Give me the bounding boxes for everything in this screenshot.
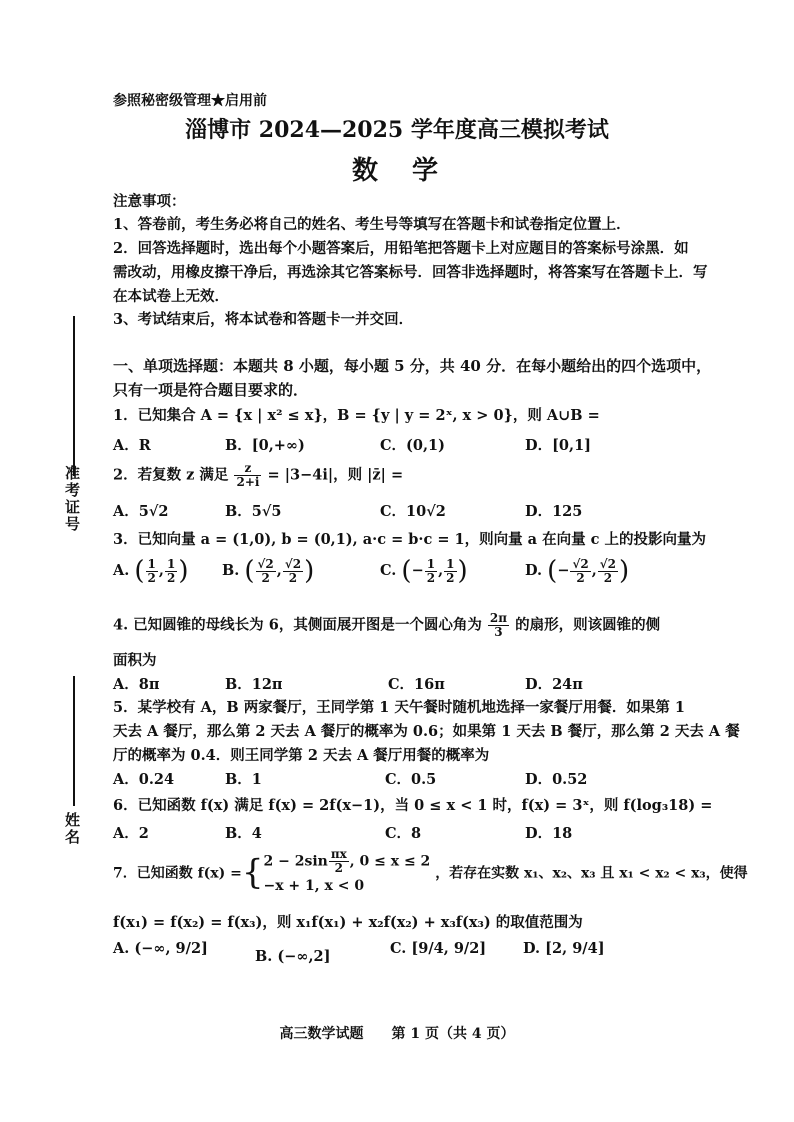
question-5-line3: 厅的概率为 0.4．则王同学第 2 天去 A 餐厅用餐的概率为	[113, 747, 490, 764]
q5-option-d: D．0.52	[525, 771, 588, 788]
q7-option-a-value: (−∞, 9/2]	[134, 940, 208, 957]
q1-option-b: B．[0,+∞)	[225, 437, 305, 454]
page-footer: 高三数学试题 第 1 页（共 4 页）	[279, 1026, 515, 1042]
q7-option-c	[390, 940, 486, 957]
q5-option-c: C．0.5	[385, 771, 437, 788]
q7-option-d-value: [2, 9/4]	[545, 940, 605, 957]
question-1: 1．已知集合 A = {x | x² ≤ x}，B = {y | y = 2ˣ, x > 0}，则 A∪B =	[113, 407, 600, 424]
q1-option-d: D．[0,1]	[525, 437, 592, 454]
note-item: 2．回答选择题时，选出每个小题答案后，用铅笔把答题卡上对应题目的答案标号涂黑．如	[113, 240, 689, 257]
section-heading: 一、单项选择题：本题共 8 小题，每小题 5 分，共 40 分．在每小题给出的四个选项中，	[113, 357, 712, 375]
note-item: 3、考试结束后，将本试卷和答题卡一并交回．	[113, 311, 414, 328]
question-3: 3．已知向量 a = (1,0), b = (0,1), a·c = b·c = 1，则向量 a 在向量 c 上的投影向量为	[113, 531, 707, 548]
q7-option-c-value: [9/4, 9/2]	[411, 940, 487, 957]
q2-frac-den: 2+i	[236, 475, 260, 489]
q2-fraction	[234, 462, 261, 489]
option-letter: C.	[390, 940, 407, 957]
q6-option-b: B．4	[225, 825, 262, 842]
q7-text-pre: 7．已知函数 f(x) =	[113, 865, 242, 882]
note-item: 1、答卷前，考生务必将自己的姓名、考生号等填写在答题卡和试卷指定位置上．	[113, 216, 631, 233]
q7-option-b	[255, 948, 330, 965]
q3-option-b: B. ( $\frac{√2}{2}$ , $\frac{√2}{2}$ )	[222, 556, 315, 586]
option-letter: A.	[113, 940, 130, 957]
binding-line	[73, 676, 75, 806]
exam-number-label: 准考证号	[63, 465, 81, 533]
q4-option-d: D．24π	[525, 676, 583, 693]
subject-title: 数 学	[351, 156, 442, 186]
q5-option-b: B．1	[225, 771, 262, 788]
question-4	[113, 612, 660, 639]
binding-line	[73, 316, 75, 476]
option-letter: B.	[255, 948, 273, 965]
option-letter: D.	[523, 940, 541, 957]
question-5: 5．某学校有 A，B 两家餐厅，王同学第 1 天午餐时随机地选择一家餐厅用餐．如果第 1	[113, 699, 686, 716]
option-letter: C.	[380, 562, 397, 579]
question-2	[113, 462, 403, 489]
q7-piecewise: 2 − 2sin $\frac{\pi x}{2}$ , 0 ≤ x ≤ 2 −x + 1, x < 0	[263, 847, 431, 894]
question-7: 7．已知函数 f(x) ={ 2 − 2sin $\frac{\pi x}{2}$ , 0 ≤ x ≤ 2 −x + 1, x < 0 ，若存在实数 x₁、x₂、x₃ 且 x₁ < x₂ < x₃，使得	[113, 848, 748, 897]
q6-option-c: C．8	[385, 825, 422, 842]
q3-option-a: A. ( $\frac{1}{2}$ , $\frac{1}{2}$ )	[113, 556, 189, 586]
q6-option-d: D．18	[525, 825, 573, 842]
q5-option-a: A．0.24	[113, 771, 175, 788]
q2-option-b: B．5√5	[225, 503, 282, 520]
question-4-line2: 面积为	[113, 652, 157, 669]
notes-heading: 注意事项：	[113, 193, 186, 210]
option-letter: A.	[113, 562, 130, 579]
secrecy-label: 参照秘密级管理★启用前	[113, 93, 267, 109]
question-5-line2: 天去 A 餐厅，那么第 2 天去 A 餐厅的概率为 0.6；如果第 1 天去 B 餐厅，那么第 2 天去 A 餐	[113, 723, 740, 740]
q1-option-c: C．(0,1)	[380, 437, 445, 454]
q4-fraction: $\frac{2\pi}{3}$	[489, 611, 508, 639]
section-heading-line2: 只有一项是符合题目要求的．	[113, 381, 309, 399]
q7-option-d	[523, 940, 605, 957]
q2-text-post: = |3−4i|，则 |z̄| =	[267, 466, 404, 484]
q2-frac-num: z	[234, 462, 261, 476]
option-letter: B.	[222, 562, 240, 579]
note-item: 在本试卷上无效．	[113, 288, 229, 305]
name-label: 姓名	[63, 812, 81, 846]
exam-title: 淄博市 2024—2025 学年度高三模拟考试	[185, 117, 609, 143]
q2-option-a: A．5√2	[113, 503, 169, 520]
q6-option-a: A．2	[113, 825, 149, 842]
note-item: 需改动，用橡皮擦干净后，再选涂其它答案标号．回答非选择题时，将答案写在答题卡上．写	[113, 264, 708, 281]
q4-text-pre: 4. 已知圆锥的母线长为 6，其侧面展开图是一个圆心角为	[113, 616, 482, 634]
q4-option-b: B．12π	[225, 676, 283, 693]
q4-option-a: A．8π	[113, 676, 160, 693]
q7-text-post: ，若存在实数 x₁、x₂、x₃ 且 x₁ < x₂ < x₃，使得	[435, 865, 748, 882]
q2-option-c: C．10√2	[380, 503, 446, 520]
q4-text-post: 的扇形，则该圆锥的侧	[515, 616, 661, 634]
q3-option-d: D. (− $\frac{√2}{2}$ , $\frac{√2}{2}$ )	[525, 556, 630, 586]
q2-text-pre: 2．若复数 z 满足	[113, 466, 229, 484]
option-letter: D.	[525, 562, 543, 579]
q2-option-d: D．125	[525, 503, 583, 520]
q7-option-b-value: (−∞,2]	[277, 948, 331, 965]
q1-option-a: A．R	[113, 437, 151, 454]
question-6: 6．已知函数 f(x) 满足 f(x) = 2f(x−1)，当 0 ≤ x < 1 时，f(x) = 3ˣ，则 f(log₃18) =	[113, 797, 713, 814]
q7-option-a	[113, 940, 208, 957]
question-7-line2: f(x₁) = f(x₂) = f(x₃)，则 x₁f(x₁) + x₂f(x₂) + x₃f(x₃) 的取值范围为	[113, 914, 583, 931]
q4-option-c: C．16π	[388, 676, 445, 693]
q3-option-c: C. (− $\frac{1}{2}$ , $\frac{1}{2}$ )	[380, 556, 468, 586]
